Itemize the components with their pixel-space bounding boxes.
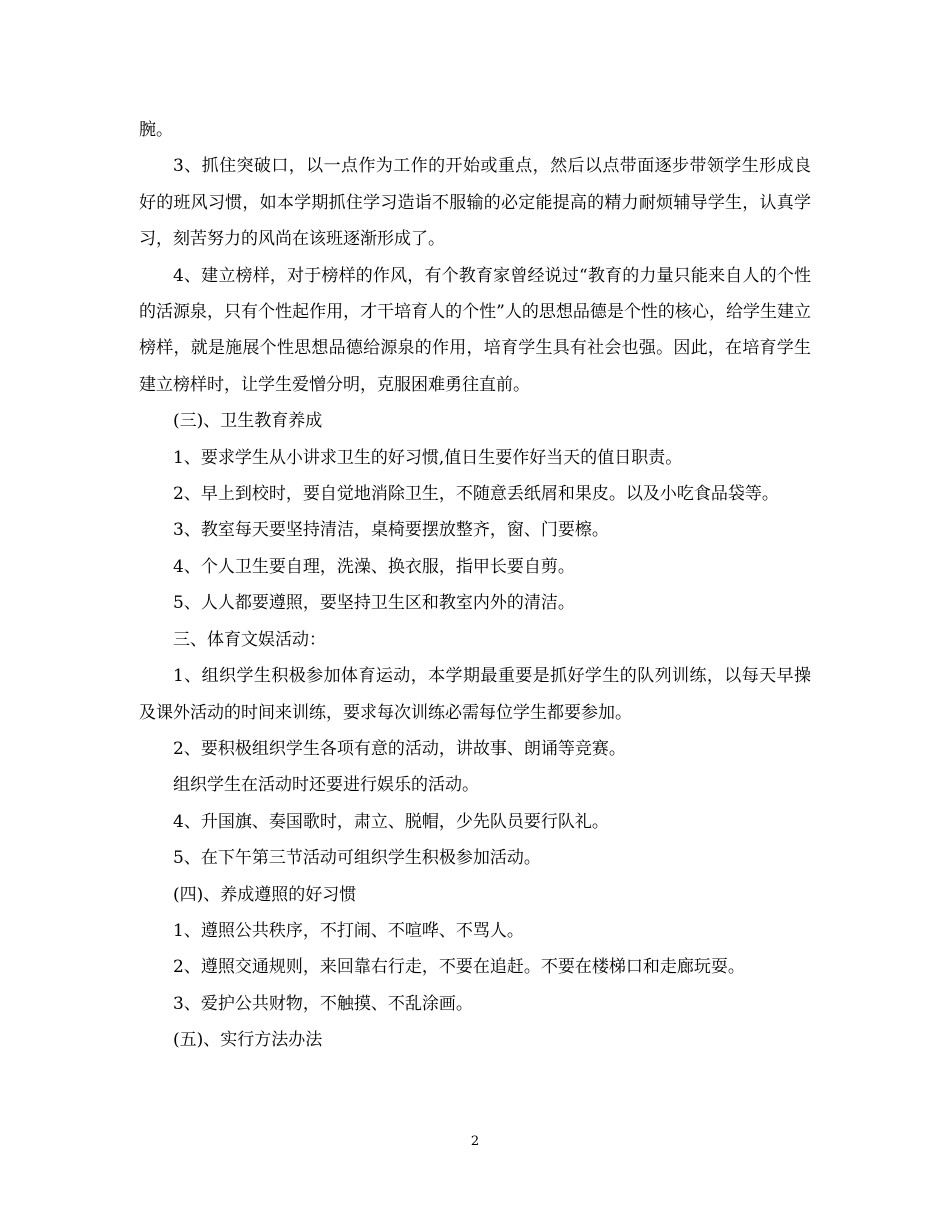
- section-heading: (四)、养成遵照的好习惯: [173, 884, 357, 905]
- paragraph: 组织学生在活动时还要进行娱乐的活动。: [173, 775, 479, 796]
- paragraph: 4、建立榜样，对于榜样的作风，有个教育家曾经说过“教育的力量只能来自人的个性的活源泉，只有个性起作用，才干培育人的个性”人的思想品德是个性的核心，给学生建立榜样，就是施展个性思想品德给源泉的作用，培育学生具有社会也强。因此，在培育学生建立榜样时，让学生爱憎分明，克服困难勇往直前。: [139, 265, 811, 395]
- paragraph: 3、爱护公共财物，不触摸、不乱涂画。: [173, 993, 473, 1014]
- paragraph: 1、组织学生积极参加体育运动，本学期最重要是抓好学生的队列训练，以每天早操及课外活动的时间来训练，要求每次训练必需每位学生都要参加。: [139, 666, 811, 723]
- document-body: [139, 112, 811, 1059]
- paragraph: 腕。: [139, 120, 173, 140]
- paragraph: 2、早上到校时，要自觉地消除卫生，不随意丢纸屑和果皮。以及小吃食品袋等。: [173, 484, 779, 505]
- paragraph: 1、要求学生从小讲求卫生的好习惯,值日生要作好当天的值日职责。: [173, 447, 683, 468]
- section-heading: (五)、实行方法办法: [173, 1030, 323, 1051]
- paragraph: 3、教室每天要坚持清洁，桌椅要摆放整齐，窗、门要檫。: [173, 520, 609, 541]
- page-number: 2: [470, 1134, 480, 1149]
- paragraph: 2、要积极组织学生各项有意的活动，讲故事、朗诵等竞赛。: [173, 738, 626, 759]
- paragraph: 4、升国旗、奏国歌时，肃立、脱帽，少先队员要行队礼。: [173, 811, 609, 832]
- paragraph: 5、在下午第三节活动可组织学生积极参加活动。: [173, 848, 541, 869]
- paragraph: 1、遵照公共秩序，不打闹、不喧哗、不骂人。: [173, 920, 524, 941]
- section-heading: (三)、卫生教育养成: [173, 411, 323, 432]
- paragraph: 2、遵照交通规则，来回靠右行走，不要在追赶。不要在楼梯口和走廊玩耍。: [173, 957, 745, 978]
- paragraph: 3、抓住突破口，以一点作为工作的开始或重点，然后以点带面逐步带领学生形成良好的班风习惯，如本学期抓住学习造诣不服输的必定能提高的精力耐烦辅导学生，认真学习，刻苦努力的风尚在该班逐渐形成了。: [139, 156, 811, 250]
- paragraph: 5、人人都要遵照，要坚持卫生区和教室内外的清洁。: [173, 593, 575, 614]
- paragraph: 4、个人卫生要自理，洗澡、换衣服，指甲长要自剪。: [173, 556, 575, 577]
- section-heading: 三、体育文娱活动：: [173, 629, 326, 650]
